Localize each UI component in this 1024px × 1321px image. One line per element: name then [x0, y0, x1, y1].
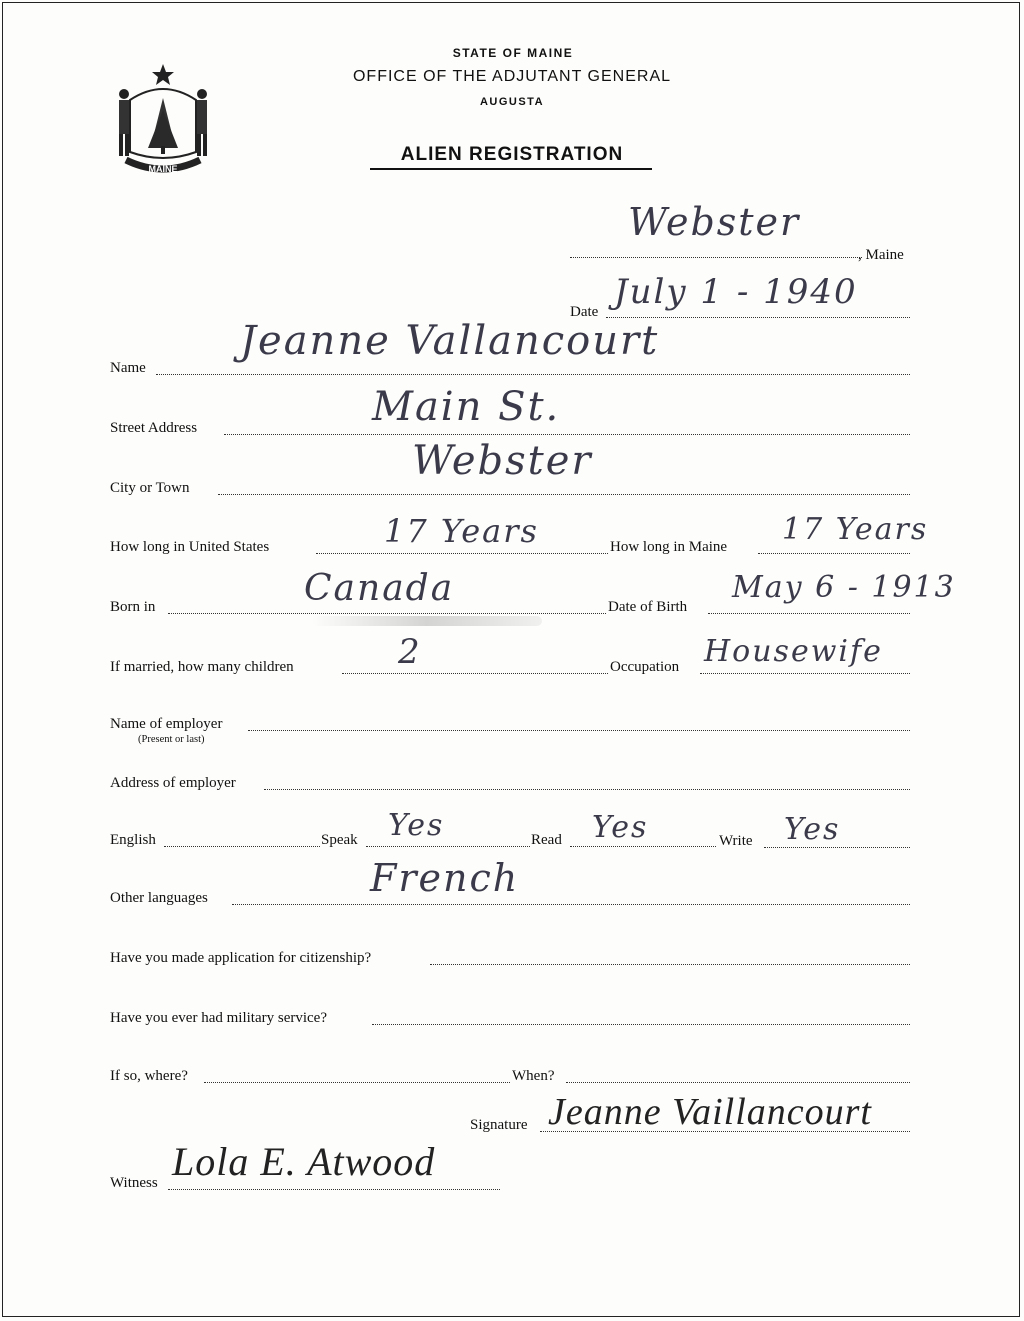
- occupation-value: Housewife: [704, 634, 883, 669]
- header-city: AUGUSTA: [479, 96, 545, 108]
- street-label: Street Address: [110, 420, 198, 436]
- born-in-value: Canada: [304, 568, 455, 609]
- employer-label: Name of employer: [110, 716, 223, 732]
- witness-value: Lola E. Atwood: [172, 1139, 436, 1184]
- when-line: [566, 1082, 910, 1083]
- date-label: Date: [570, 304, 599, 320]
- write-value: Yes: [784, 812, 841, 847]
- maine-duration-value: 17 Years: [782, 512, 929, 547]
- us-duration-label: How long in United States: [110, 539, 270, 555]
- city-value: Webster: [412, 438, 593, 484]
- citizenship-label: Have you made application for citizenship?: [110, 950, 372, 966]
- speak-line: [366, 846, 530, 847]
- speak-label: Speak: [321, 832, 358, 848]
- occupation-line: [700, 673, 910, 674]
- write-line: [764, 847, 910, 848]
- us-duration-value: 17 Years: [384, 512, 539, 550]
- military-line: [372, 1024, 910, 1025]
- name-value: Jeanne Vallancourt: [240, 318, 660, 364]
- other-languages-label: Other languages: [110, 890, 208, 906]
- witness-line: [168, 1189, 500, 1190]
- street-line: [224, 434, 910, 435]
- children-label: If married, how many children: [110, 659, 294, 675]
- town-value: Webster: [628, 200, 801, 244]
- header-state: STATE OF MAINE: [452, 46, 574, 60]
- citizenship-line: [430, 964, 910, 965]
- when-label: When?: [512, 1068, 555, 1084]
- speak-value: Yes: [388, 808, 445, 843]
- employer-sublabel: (Present or last): [138, 734, 205, 745]
- employer-address-label: Address of employer: [110, 775, 236, 791]
- employer-line: [248, 730, 910, 731]
- born-in-line: [168, 613, 606, 614]
- name-label: Name: [110, 360, 146, 376]
- city-line: [218, 494, 910, 495]
- ink-smudge: [312, 616, 542, 626]
- signature-label: Signature: [470, 1117, 528, 1133]
- where-label: If so, where?: [110, 1068, 188, 1084]
- witness-label: Witness: [110, 1175, 158, 1191]
- read-value: Yes: [592, 810, 649, 845]
- english-line: [164, 846, 320, 847]
- dob-value: May 6 - 1913: [732, 570, 956, 605]
- city-label: City or Town: [110, 480, 190, 496]
- header-office: OFFICE OF THE ADJUTANT GENERAL: [352, 68, 672, 85]
- seal-banner-text: MAINE: [148, 164, 178, 174]
- children-value: 2: [398, 632, 422, 672]
- date-value: July 1 - 1940: [614, 272, 858, 312]
- read-label: Read: [531, 832, 562, 848]
- title-underline: [370, 168, 652, 170]
- military-label: Have you ever had military service?: [110, 1010, 327, 1026]
- other-languages-value: French: [370, 856, 520, 900]
- children-line: [342, 673, 608, 674]
- signature-value: Jeanne Vaillancourt: [548, 1091, 872, 1133]
- dob-line: [708, 613, 910, 614]
- maine-duration-line: [758, 553, 910, 554]
- other-languages-line: [232, 904, 910, 905]
- where-line: [204, 1082, 510, 1083]
- born-in-label: Born in: [110, 599, 156, 615]
- us-duration-line: [316, 553, 608, 554]
- read-line: [570, 846, 716, 847]
- name-line: [156, 374, 910, 375]
- town-suffix-label: , Maine: [858, 247, 904, 263]
- street-value: Main St.: [372, 384, 561, 430]
- english-label: English: [110, 832, 156, 848]
- employer-address-line: [264, 789, 910, 790]
- maine-duration-label: How long in Maine: [610, 539, 728, 555]
- write-label: Write: [719, 833, 753, 849]
- occupation-label: Occupation: [610, 659, 680, 675]
- form-title: ALIEN REGISTRATION: [400, 144, 624, 165]
- dob-label: Date of Birth: [608, 599, 688, 615]
- town-line: [570, 257, 862, 258]
